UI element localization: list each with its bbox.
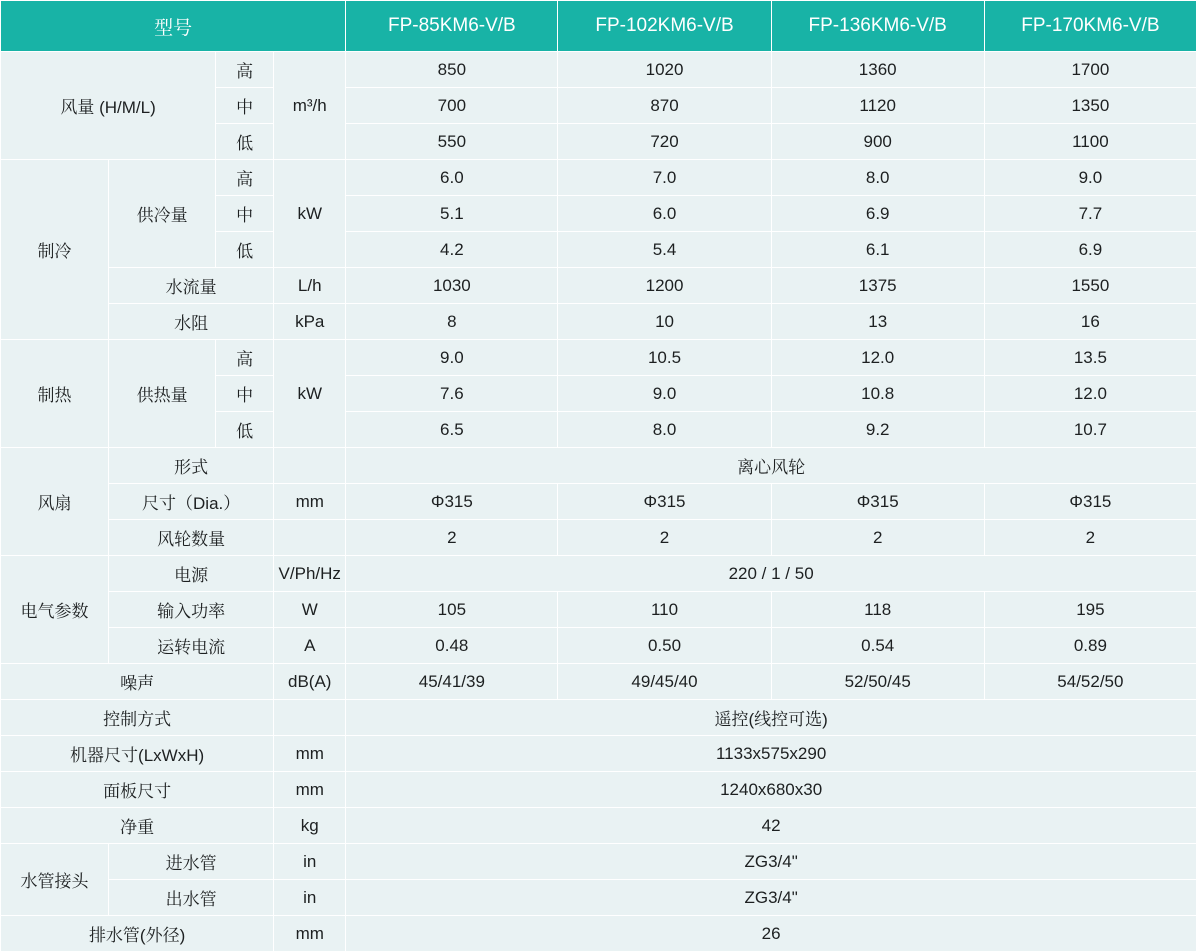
row-label-airflow: 风量 (H/M/L) (1, 52, 216, 160)
table-row (1, 772, 1197, 808)
airflow-high-3: 1360 (771, 52, 984, 88)
table-row (1, 700, 1197, 736)
noise-1: 45/41/39 (346, 664, 558, 700)
row-label-input-power: 输入功率 (109, 592, 274, 628)
cooling-low-4: 6.9 (984, 232, 1196, 268)
unit-dba: dB(A) (274, 664, 346, 700)
airflow-low-1: 550 (346, 124, 558, 160)
fan-count-4: 2 (984, 520, 1196, 556)
heating-low-2: 8.0 (558, 412, 771, 448)
water-resistance-4: 16 (984, 304, 1196, 340)
table-row (1, 304, 1197, 340)
unit-mm: mm (274, 916, 346, 952)
fan-size-3: Φ315 (771, 484, 984, 520)
speed-low: 低 (216, 124, 274, 160)
noise-2: 49/45/40 (558, 664, 771, 700)
table-row (1, 736, 1197, 772)
fan-count-1: 2 (346, 520, 558, 556)
control-mode-value: 遥控(线控可选) (346, 700, 1197, 736)
water-flow-4: 1550 (984, 268, 1196, 304)
unit-kw: kW (274, 160, 346, 268)
airflow-low-2: 720 (558, 124, 771, 160)
row-label-water-flow: 水流量 (109, 268, 274, 304)
table-row (1, 664, 1197, 700)
input-power-1: 105 (346, 592, 558, 628)
cooling-low-2: 5.4 (558, 232, 771, 268)
unit-mm: mm (274, 772, 346, 808)
row-label-water-resistance: 水阻 (109, 304, 274, 340)
table-row (1, 628, 1197, 664)
airflow-high-1: 850 (346, 52, 558, 88)
cooling-high-2: 7.0 (558, 160, 771, 196)
airflow-high-2: 1020 (558, 52, 771, 88)
header-model-2: FP-102KM6-V/B (558, 1, 771, 52)
speed-high: 高 (216, 340, 274, 376)
heating-mid-4: 12.0 (984, 376, 1196, 412)
fan-size-4: Φ315 (984, 484, 1196, 520)
noise-4: 54/52/50 (984, 664, 1196, 700)
table-row (1, 880, 1197, 916)
fan-size-2: Φ315 (558, 484, 771, 520)
cooling-mid-3: 6.9 (771, 196, 984, 232)
table-header-row (1, 1, 1197, 52)
panel-dimension-value: 1240x680x30 (346, 772, 1197, 808)
unit-kw: kW (274, 340, 346, 448)
unit-lh: L/h (274, 268, 346, 304)
airflow-mid-4: 1350 (984, 88, 1196, 124)
inlet-pipe-value: ZG3/4" (346, 844, 1197, 880)
unit-in: in (274, 844, 346, 880)
row-label-heating-capacity: 供热量 (109, 340, 216, 448)
input-power-3: 118 (771, 592, 984, 628)
running-current-2: 0.50 (558, 628, 771, 664)
heating-mid-3: 10.8 (771, 376, 984, 412)
cooling-high-3: 8.0 (771, 160, 984, 196)
airflow-low-3: 900 (771, 124, 984, 160)
speed-high: 高 (216, 52, 274, 88)
heating-high-4: 13.5 (984, 340, 1196, 376)
unit-blank (274, 700, 346, 736)
header-model-1: FP-85KM6-V/B (346, 1, 558, 52)
row-label-drain-pipe: 排水管(外径) (1, 916, 274, 952)
row-label-unit-dimension: 机器尺寸(LxWxH) (1, 736, 274, 772)
heating-high-3: 12.0 (771, 340, 984, 376)
cooling-mid-4: 7.7 (984, 196, 1196, 232)
table-row (1, 448, 1197, 484)
table-row (1, 916, 1197, 952)
cooling-high-1: 6.0 (346, 160, 558, 196)
airflow-mid-3: 1120 (771, 88, 984, 124)
water-flow-1: 1030 (346, 268, 558, 304)
unit-m3h: m³/h (274, 52, 346, 160)
row-label-fan: 风扇 (1, 448, 109, 556)
running-current-4: 0.89 (984, 628, 1196, 664)
airflow-mid-1: 700 (346, 88, 558, 124)
input-power-2: 110 (558, 592, 771, 628)
speed-mid: 中 (216, 376, 274, 412)
row-label-cooling-capacity: 供冷量 (109, 160, 216, 268)
table-row (1, 520, 1197, 556)
table-row (1, 160, 1197, 196)
unit-in: in (274, 880, 346, 916)
row-label-inlet-pipe: 进水管 (109, 844, 274, 880)
row-label-net-weight: 净重 (1, 808, 274, 844)
row-label-control-mode: 控制方式 (1, 700, 274, 736)
heating-low-1: 6.5 (346, 412, 558, 448)
table-row (1, 592, 1197, 628)
heating-mid-2: 9.0 (558, 376, 771, 412)
unit-dimension-value: 1133x575x290 (346, 736, 1197, 772)
cooling-low-3: 6.1 (771, 232, 984, 268)
row-label-cooling: 制冷 (1, 160, 109, 340)
row-label-fan-type: 形式 (109, 448, 274, 484)
airflow-mid-2: 870 (558, 88, 771, 124)
cooling-mid-1: 5.1 (346, 196, 558, 232)
table-row (1, 484, 1197, 520)
header-model-label: 型号 (1, 1, 346, 52)
power-supply-value: 220 / 1 / 50 (346, 556, 1197, 592)
water-resistance-3: 13 (771, 304, 984, 340)
heating-low-3: 9.2 (771, 412, 984, 448)
row-label-fan-count: 风轮数量 (109, 520, 274, 556)
cooling-high-4: 9.0 (984, 160, 1196, 196)
heating-mid-1: 7.6 (346, 376, 558, 412)
unit-vphhz: V/Ph/Hz (274, 556, 346, 592)
table-row (1, 340, 1197, 376)
water-resistance-1: 8 (346, 304, 558, 340)
outlet-pipe-value: ZG3/4" (346, 880, 1197, 916)
unit-mm: mm (274, 736, 346, 772)
table-row (1, 844, 1197, 880)
cooling-mid-2: 6.0 (558, 196, 771, 232)
header-model-4: FP-170KM6-V/B (984, 1, 1196, 52)
fan-type-value: 离心风轮 (346, 448, 1197, 484)
heating-high-2: 10.5 (558, 340, 771, 376)
airflow-high-4: 1700 (984, 52, 1196, 88)
unit-kg: kg (274, 808, 346, 844)
unit-blank (274, 520, 346, 556)
unit-w: W (274, 592, 346, 628)
input-power-4: 195 (984, 592, 1196, 628)
heating-high-1: 9.0 (346, 340, 558, 376)
speed-mid: 中 (216, 88, 274, 124)
row-label-heating: 制热 (1, 340, 109, 448)
speed-low: 低 (216, 232, 274, 268)
running-current-3: 0.54 (771, 628, 984, 664)
water-resistance-2: 10 (558, 304, 771, 340)
table-row (1, 268, 1197, 304)
unit-a: A (274, 628, 346, 664)
heating-low-4: 10.7 (984, 412, 1196, 448)
row-label-panel-dimension: 面板尺寸 (1, 772, 274, 808)
row-label-pipe-connection: 水管接头 (1, 844, 109, 916)
cooling-low-1: 4.2 (346, 232, 558, 268)
unit-mm: mm (274, 484, 346, 520)
row-label-outlet-pipe: 出水管 (109, 880, 274, 916)
table-row (1, 52, 1197, 88)
speed-mid: 中 (216, 196, 274, 232)
fan-size-1: Φ315 (346, 484, 558, 520)
noise-3: 52/50/45 (771, 664, 984, 700)
fan-count-3: 2 (771, 520, 984, 556)
airflow-low-4: 1100 (984, 124, 1196, 160)
speed-high: 高 (216, 160, 274, 196)
net-weight-value: 42 (346, 808, 1197, 844)
unit-kpa: kPa (274, 304, 346, 340)
water-flow-3: 1375 (771, 268, 984, 304)
speed-low: 低 (216, 412, 274, 448)
table-row (1, 556, 1197, 592)
unit-blank (274, 448, 346, 484)
row-label-electric: 电气参数 (1, 556, 109, 664)
water-flow-2: 1200 (558, 268, 771, 304)
row-label-noise: 噪声 (1, 664, 274, 700)
drain-pipe-value: 26 (346, 916, 1197, 952)
fan-count-2: 2 (558, 520, 771, 556)
table-row (1, 808, 1197, 844)
header-model-3: FP-136KM6-V/B (771, 1, 984, 52)
row-label-power-supply: 电源 (109, 556, 274, 592)
running-current-1: 0.48 (346, 628, 558, 664)
row-label-running-current: 运转电流 (109, 628, 274, 664)
row-label-fan-size: 尺寸（Dia.） (109, 484, 274, 520)
